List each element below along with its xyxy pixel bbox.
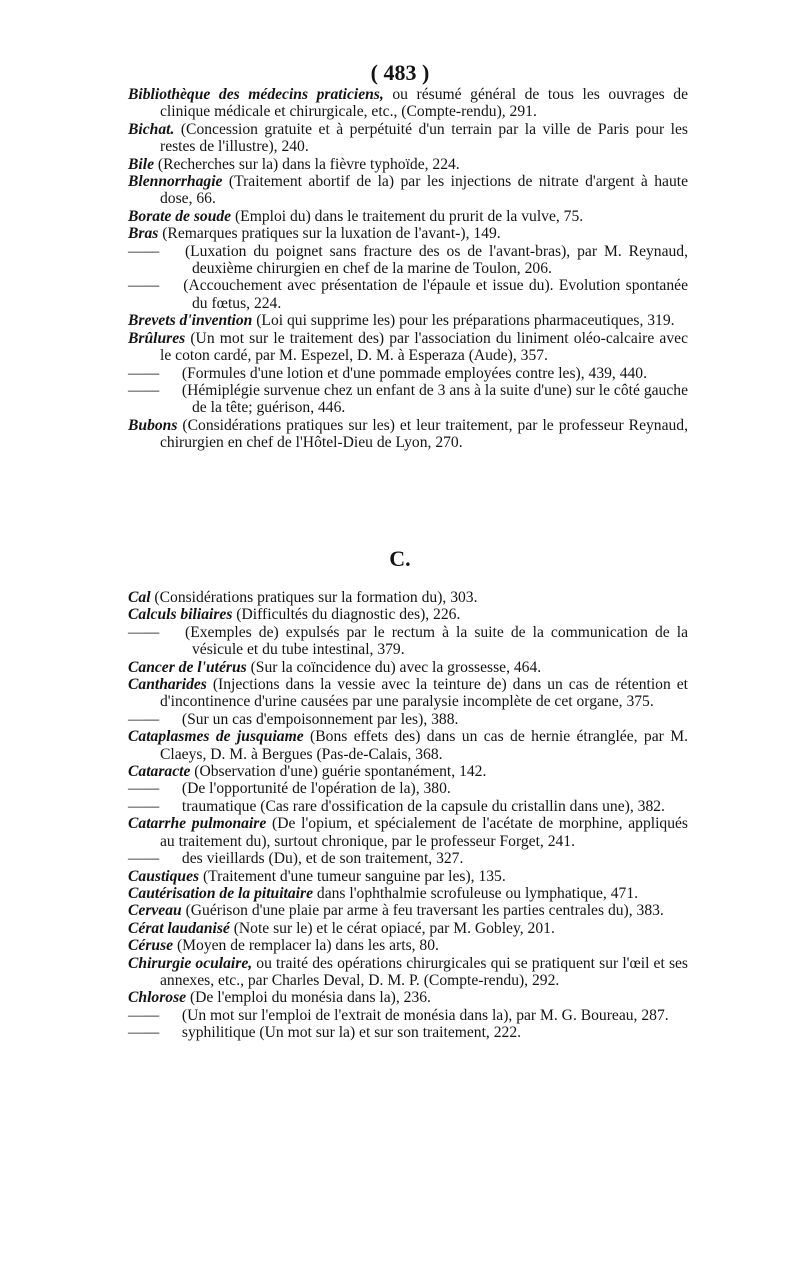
entry-text: (Sur la coïncidence du) avec la grossesse, 464. [246,658,542,676]
repeat-dash: —— [128,710,160,728]
repeat-dash: —— [128,1006,160,1024]
index-entry [128,815,688,850]
index-entry [128,885,688,902]
entry-term: Bile [128,155,154,173]
index-entry [128,156,688,173]
entry-text: (Injections dans la vessie avec la teinture de) dans un cas de rétention et d'incontinence d'urine causées par une paralysie incomplète de cet organe, 375. [160,676,688,711]
index-entry [128,1007,688,1024]
index-entry [128,277,688,312]
entry-term: Cérat laudanisé [128,919,230,937]
entry-text: (Concession gratuite et à perpétuité d'un terrain par la ville de Paris pour les restes de l'illustre), 240. [160,120,688,156]
entry-text: (Note sur le) et le cérat opiacé, par M. Gobley, 201. [229,919,555,937]
entry-text: (De l'emploi du monésia dans la), 236. [186,989,431,1007]
entry-term: Cataplasmes de jusquiame [128,728,304,746]
entry-term: Brevets d'invention [128,312,253,330]
index-entry [128,330,688,365]
index-entry [128,606,688,623]
index-section-c [128,589,688,1042]
entry-text: des vieillards (Du), et de son traitement, 327. [178,850,464,868]
index-entry [128,1024,688,1041]
index-entry [128,955,688,990]
entry-text: (Bons effets des) dans un cas de hernie étranglée, par M. Claeys, D. M. à Bergues (Pas-de-Calais, 368. [160,728,688,763]
entry-term: Cataracte [128,763,191,781]
entry-text: (De l'opium, et spécialement de l'acétate de morphine, appliqués au traitement du), surtout chronique, par le professeur Forget, 241. [160,815,689,850]
entry-text: (Loi qui supprime les) pour les préparations pharmaceutiques, 319. [252,312,675,330]
repeat-dash: —— [128,277,160,295]
entry-term: Borate de soude [128,207,232,225]
entry-term: Chirurgie oculaire, [128,954,253,972]
index-entry [128,711,688,728]
entry-term: Cautérisation de la pituitaire [128,884,313,902]
index-entry [128,589,688,606]
entry-term: Brûlures [128,329,186,347]
index-entry [128,763,688,780]
repeat-dash: —— [128,364,160,382]
index-entry [128,365,688,382]
entry-text: (Luxation du poignet sans fracture des os de l'avant-bras), par M. Reynaud, deuxième chirurgien en chef de la marine de Toulon, 206. [178,242,688,278]
entry-text: (Accouchement avec présentation de l'épaule et issue du). Evolution spontanée du fœtus, 224. [178,277,688,312]
entry-text: (Remarques pratiques sur la luxation de l'avant-), 149. [158,225,501,243]
entry-text: (Emploi du) dans le traitement du prurit de la vulve, 75. [231,207,584,225]
entry-text: (Un mot sur l'emploi de l'extrait de monésia dans la), par M. G. Boureau, 287. [178,1006,669,1024]
index-entry [128,624,688,659]
index-entry [128,225,688,242]
entry-text: (Un mot sur le traitement des) par l'association du liniment oléo-calcaire avec le coton cardé, par M. Espezel, D. M. à Esperaza (Aude), 357. [160,329,688,365]
index-entry [128,312,688,329]
index-entry [128,937,688,954]
repeat-dash: —— [128,797,160,815]
index-entry [128,728,688,763]
index-entry [128,243,688,278]
index-entry [128,798,688,815]
entry-text: (Observation d'une) guérie spontanément, 142. [190,763,487,781]
index-entry [128,86,688,121]
index-entry [128,676,688,711]
index-entry [128,920,688,937]
entry-term: Cantharides [128,676,207,694]
entry-text: ou traité des opérations chirurgicales qui se pratiquent sur l'œil et ses annexes, etc., par Charles Deval, D. M. P. (Compte-rendu), 292. [160,954,688,989]
index-entry [128,121,688,156]
index-entry [128,659,688,676]
entry-text: (Guérison d'une plaie par arme à feu traversant les parties centrales du), 383. [181,902,664,920]
index-entry [128,417,688,452]
entry-text: (Moyen de remplacer la) dans les arts, 80. [173,937,439,955]
entry-term: Bibliothèque des médecins praticiens, [128,86,384,103]
repeat-dash: —— [128,850,160,868]
entry-text: (Difficultés du diagnostic des), 226. [232,606,461,624]
page-number: ( 483 ) [370,60,430,85]
entry-text: (Sur un cas d'empoisonnement par les), 388. [178,710,459,728]
entry-term: Caustiques [128,867,200,885]
repeat-dash: —— [128,381,160,399]
section-letter: C. [389,546,411,571]
entry-term: Bichat. [128,120,175,138]
entry-term: Chlorose [128,989,187,1007]
entry-text: (De l'opportunité de l'opération de la), 380. [178,780,451,798]
entry-term: Blennorrhagie [128,173,223,191]
entry-text: syphilitique (Un mot sur la) et sur son traitement, 222. [178,1024,522,1042]
entry-text: traumatique (Cas rare d'ossification de la capsule du cristallin dans une), 382. [178,797,665,815]
entry-text: (Recherches sur la) dans la fièvre typhoïde, 224. [154,155,460,173]
entry-text: ou résumé général de tous les ouvrages de clinique médicale et chirurgicale, etc., (Compte-rendu), 291. [160,86,688,121]
index-entry [128,208,688,225]
entry-text: (Considérations pratiques sur la formation du), 303. [150,589,478,606]
entry-term: Cerveau [128,902,182,920]
repeat-dash: —— [128,1024,160,1042]
index-entry [128,850,688,867]
index-section-b [128,86,688,452]
entry-text: (Hémiplégie survenue chez un enfant de 3 ans à la suite d'une) sur le côté gauche de la tête; guérison, 446. [178,381,688,417]
entry-term: Calculs biliaires [128,606,233,624]
index-entry [128,989,688,1006]
entry-term: Cal [128,589,151,606]
repeat-dash: —— [128,623,160,641]
index-entry [128,868,688,885]
index-entry [128,173,688,208]
entry-text: (Considérations pratiques sur les) et leur traitement, par le professeur Reynaud, chirurgien en chef de l'Hôtel-Dieu de Lyon, 270. [160,416,688,452]
entry-term: Bubons [128,416,178,434]
index-entry [128,382,688,417]
entry-text: (Exemples de) expulsés par le rectum à la suite de la communication de la vésicule et du tube intestinal, 379. [178,623,688,659]
entry-text: dans l'ophthalmie scrofuleuse ou lymphatique, 471. [313,884,639,902]
index-entry [128,780,688,797]
entry-term: Cancer de l'utérus [128,658,247,676]
entry-term: Bras [128,225,159,243]
index-entry [128,902,688,919]
repeat-dash: —— [128,242,160,260]
entry-term: Catarrhe pulmonaire [128,815,267,833]
entry-term: Céruse [128,937,174,955]
repeat-dash: —— [128,780,160,798]
entry-text: (Traitement abortif de la) par les injections de nitrate d'argent à haute dose, 66. [160,173,688,208]
entry-text: (Formules d'une lotion et d'une pommade employées contre les), 439, 440. [178,364,648,382]
entry-text: (Traitement d'une tumeur sanguine par les), 135. [199,867,506,885]
